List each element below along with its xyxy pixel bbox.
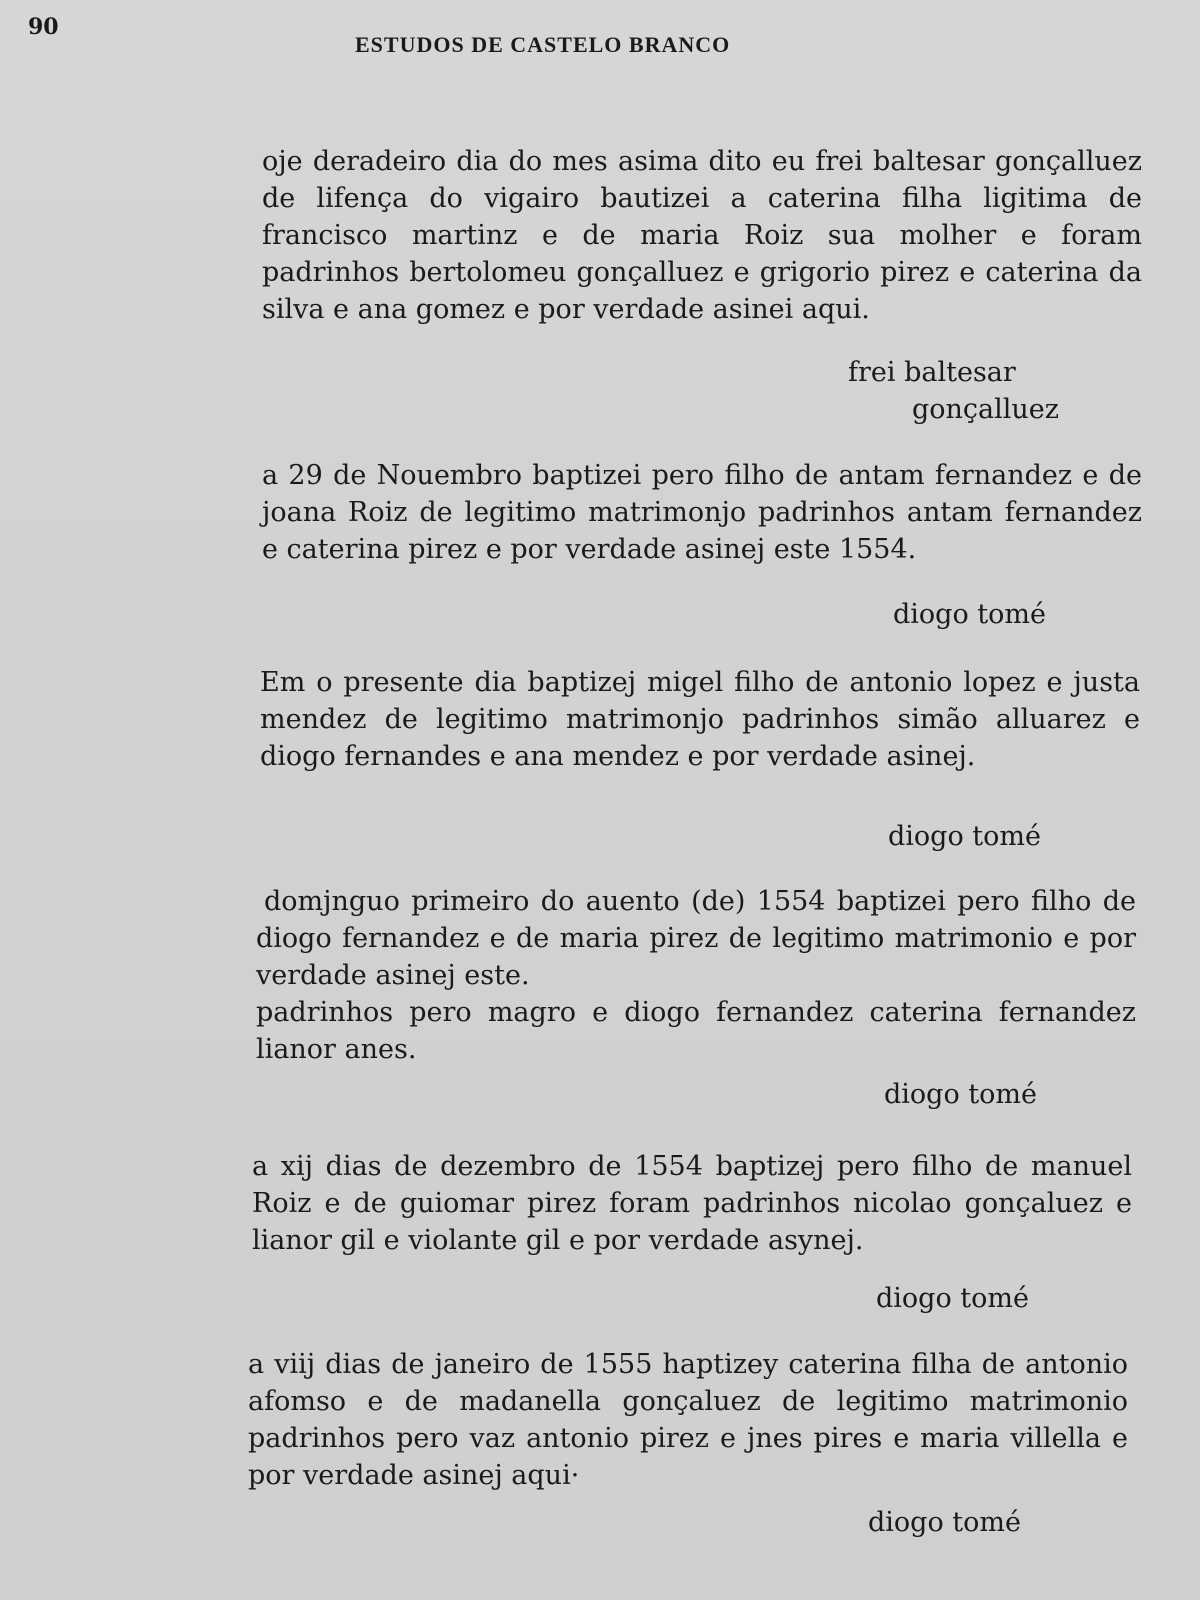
signature-line: diogo tomé	[884, 1079, 1037, 1110]
entry-text-continued: padrinhos pero magro e diogo fernandez caterina fernandez lianor anes.	[256, 997, 1136, 1065]
baptism-entry	[260, 664, 1140, 775]
signature-line: diogo tomé	[893, 599, 1046, 630]
signature-line: diogo tomé	[888, 821, 1041, 852]
entry-signature	[876, 1280, 1029, 1317]
entry-text: a xij dias de dezembro de 1554 baptizej pero filho de manuel Roiz e de guiomar pirez foram padrinhos nicolao gonçaluez e lianor gil e violante gil e por verdade asynej.	[252, 1151, 1132, 1256]
entry-text: a viij dias de janeiro de 1555 haptizey caterina filha de antonio afomso e de madanella gonçaluez de legitimo matrimonio padrinhos pero vaz antonio pirez e jnes pires e maria villella e por verdade asinej aqui·	[248, 1349, 1128, 1491]
entry-text: oje deradeiro dia do mes asima dito eu frei baltesar gonçalluez de lifença do vigairo bautizei a caterina filha ligitima de francisco martinz e de maria Roiz sua molher e foram padrinhos bertolomeu gonçalluez e grigorio pirez e caterina da silva e ana gomez e por verdade asinei aqui.	[262, 146, 1142, 325]
signature-line: diogo tomé	[876, 1283, 1029, 1314]
entry-signature	[888, 818, 1041, 855]
signature-line: diogo tomé	[868, 1507, 1021, 1538]
entry-signature	[884, 1076, 1037, 1113]
page-number: 90	[28, 14, 59, 40]
signature-line: gonçalluez	[912, 394, 1060, 425]
entry-text: Em o presente dia baptizej migel filho de antonio lopez e justa mendez de legitimo matrimonjo padrinhos simão alluarez e diogo fernandes e ana mendez e por verdade asinej.	[260, 667, 1140, 772]
baptism-entry	[252, 1148, 1132, 1259]
signature-line: frei baltesar	[848, 357, 1016, 388]
baptism-entry	[262, 143, 1142, 328]
entry-signature	[893, 596, 1046, 633]
entry-signature	[868, 1504, 1021, 1541]
baptism-entry	[256, 883, 1136, 1068]
running-head: ESTUDOS DE CASTELO BRANCO	[355, 32, 731, 57]
entry-text: a 29 de Nouembro baptizei pero filho de antam fernandez e de joana Roiz de legitimo matrimonjo padrinhos antam fernandez e caterina pirez e por verdade asinej este 1554.	[262, 460, 1142, 565]
baptism-entry	[262, 457, 1142, 568]
entry-text: domjnguo primeiro do auento (de) 1554 baptizei pero filho de diogo fernandez e de maria pirez de legitimo matrimonio e por verdade asinej este.	[256, 886, 1136, 991]
baptism-entry	[248, 1346, 1128, 1494]
entry-signature	[848, 354, 1059, 428]
